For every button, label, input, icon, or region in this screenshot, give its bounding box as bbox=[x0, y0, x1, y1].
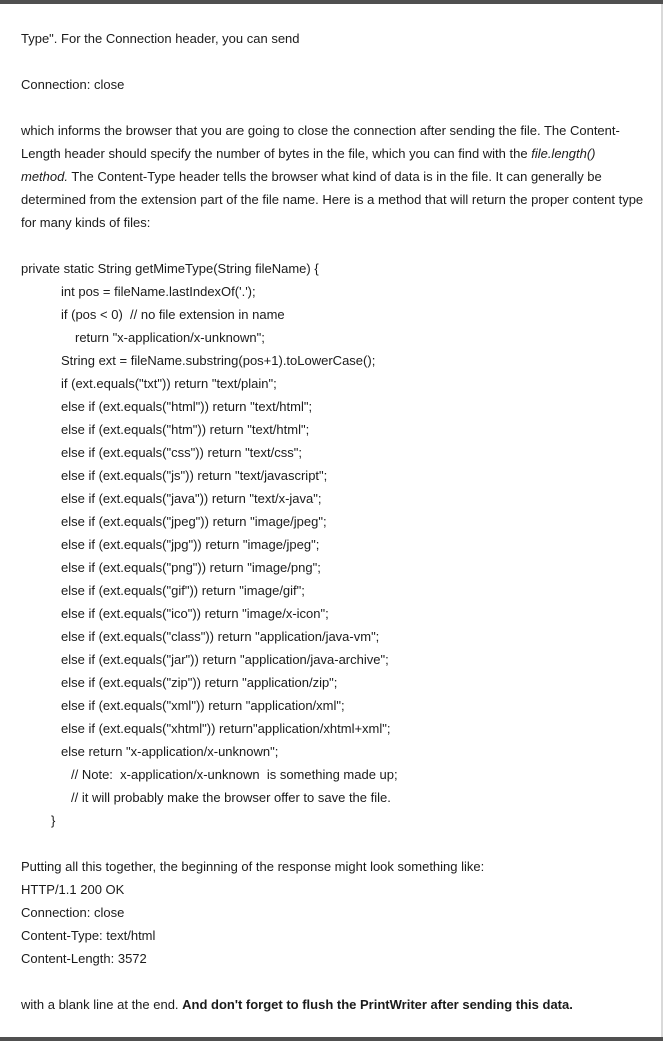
code-line: else return "x-application/x-unknown"; bbox=[61, 744, 279, 759]
code-line: if (pos < 0) // no file extension in name bbox=[61, 307, 285, 322]
response-status-line: HTTP/1.1 200 OK bbox=[21, 882, 125, 897]
closing-paragraph bbox=[21, 993, 646, 1016]
file-length-method: file.length() method. bbox=[21, 146, 596, 184]
code-line: else if (ext.equals("html")) return "text/html"; bbox=[61, 399, 313, 414]
closing-plain-text: with a blank line at the end. bbox=[21, 997, 183, 1012]
response-connection-header: Connection: close bbox=[21, 905, 125, 920]
code-comment: // it will probably make the browser offer to save the file. bbox=[71, 790, 391, 805]
response-intro: Putting all this together, the beginning of the response might look something like: bbox=[21, 859, 485, 874]
code-line: return "x-application/x-unknown"; bbox=[75, 330, 265, 345]
code-line: int pos = fileName.lastIndexOf('.'); bbox=[61, 284, 256, 299]
explanation-part1: which informs the browser that you are going to close the connection after sending the file. The Content-Length header should specify the number of bytes in the file, which you can find with the bbox=[21, 123, 620, 161]
code-comment: // Note: x-application/x-unknown is something made up; bbox=[71, 767, 398, 782]
code-line: else if (ext.equals("java")) return "text/x-java"; bbox=[61, 491, 322, 506]
connection-close-example: Connection: close bbox=[21, 77, 125, 92]
code-line: else if (ext.equals("png")) return "image/png"; bbox=[61, 560, 321, 575]
code-line: else if (ext.equals("jpg")) return "image/jpeg"; bbox=[61, 537, 320, 552]
code-line: else if (ext.equals("xml")) return "application/xml"; bbox=[61, 698, 345, 713]
code-closing-brace: } bbox=[51, 813, 56, 828]
code-line: else if (ext.equals("gif")) return "image/gif"; bbox=[61, 583, 305, 598]
code-signature: private static String getMimeType(String fileName) { bbox=[21, 261, 319, 276]
explanation-paragraph bbox=[21, 119, 646, 234]
closing-bold-text: And don't forget to flush the PrintWriter after sending this data. bbox=[182, 997, 573, 1012]
code-line: else if (ext.equals("jar")) return "application/java-archive"; bbox=[61, 652, 389, 667]
code-line: else if (ext.equals("xhtml")) return"application/xhtml+xml"; bbox=[61, 721, 391, 736]
code-line: else if (ext.equals("htm")) return "text/html"; bbox=[61, 422, 310, 437]
code-line: String ext = fileName.substring(pos+1).toLowerCase(); bbox=[61, 353, 376, 368]
explanation-part2: The Content-Type header tells the browser what kind of data is in the file. It can generally be determined from the extension part of the file name. Here is a method that will return the proper content type for many kinds of files: bbox=[21, 169, 644, 230]
response-content-type-header: Content-Type: text/html bbox=[21, 928, 156, 943]
response-content-length-header: Content-Length: 3572 bbox=[21, 951, 147, 966]
code-line: else if (ext.equals("zip")) return "application/zip"; bbox=[61, 675, 338, 690]
code-line: else if (ext.equals("css")) return "text/css"; bbox=[61, 445, 302, 460]
bottom-border bbox=[0, 1037, 663, 1041]
intro-line: Type". For the Connection header, you can send bbox=[21, 31, 300, 46]
code-line: else if (ext.equals("jpeg")) return "image/jpeg"; bbox=[61, 514, 327, 529]
code-block bbox=[21, 257, 646, 832]
document-content bbox=[21, 27, 646, 1016]
code-line: if (ext.equals("txt")) return "text/plain"; bbox=[61, 376, 277, 391]
code-line: else if (ext.equals("class")) return "application/java-vm"; bbox=[61, 629, 380, 644]
code-line: else if (ext.equals("ico")) return "image/x-icon"; bbox=[61, 606, 329, 621]
document-frame bbox=[0, 4, 663, 1037]
code-line: else if (ext.equals("js")) return "text/javascript"; bbox=[61, 468, 328, 483]
